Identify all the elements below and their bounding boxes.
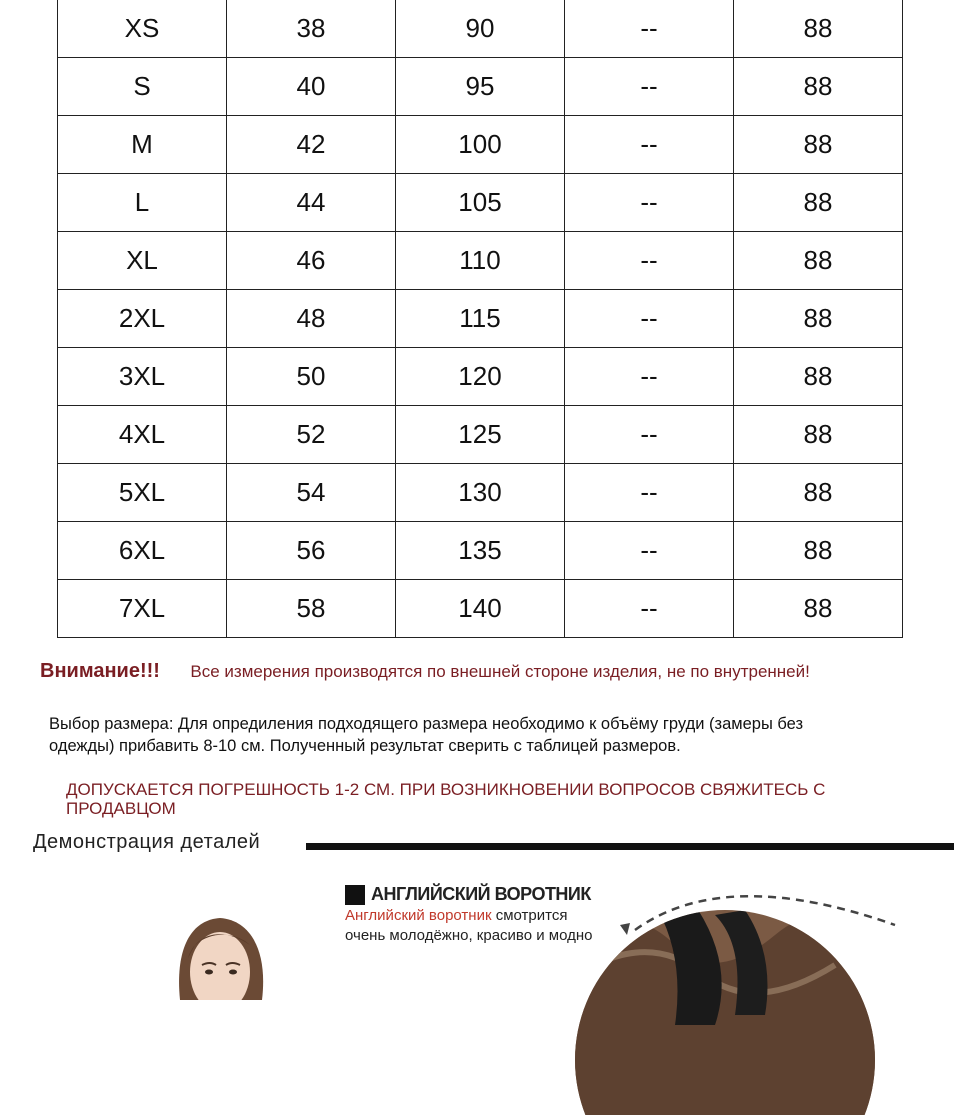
size-cell: -- [565,580,734,638]
size-row [58,174,903,232]
size-cell: 105 [396,174,565,232]
size-cell: 6XL [58,522,227,580]
size-cell: 140 [396,580,565,638]
size-cell: 40 [227,58,396,116]
size-cell: 88 [734,232,903,290]
size-cell: -- [565,174,734,232]
size-row [58,116,903,174]
size-cell: 46 [227,232,396,290]
section-divider [306,843,954,850]
warning-title: Внимание!!! [40,660,160,682]
size-cell: 130 [396,464,565,522]
size-cell: 88 [734,116,903,174]
tolerance-note: ДОПУСКАЕТСЯ ПОГРЕШНОСТЬ 1-2 СМ. ПРИ ВОЗНИКНОВЕНИИ ВОПРОСОВ СВЯЖИТЕСЬ С ПРОДАВЦОМ [66,780,826,818]
collar-text-1: смотрится [491,907,568,924]
size-cell: 54 [227,464,396,522]
collar-heading-text: АНГЛИЙСКИЙ ВОРОТНИК [371,884,591,904]
size-cell: 88 [734,174,903,232]
size-table-body [58,0,903,638]
collar-highlight: Английский воротник [345,907,492,924]
size-cell: -- [565,0,734,58]
size-cell: 88 [734,348,903,406]
size-cell: -- [565,522,734,580]
size-cell: 48 [227,290,396,348]
collar-detail-photo [575,885,960,1115]
size-cell: 4XL [58,406,227,464]
size-cell: 58 [227,580,396,638]
size-cell: 135 [396,522,565,580]
size-cell: 88 [734,290,903,348]
size-cell: 125 [396,406,565,464]
size-cell: -- [565,290,734,348]
size-cell: 52 [227,406,396,464]
size-row [58,290,903,348]
warning-line [40,660,810,683]
size-cell: 100 [396,116,565,174]
size-cell: 7XL [58,580,227,638]
size-cell: -- [565,116,734,174]
collar-text-2: очень молодёжно, красиво и модно [345,927,593,944]
black-square-icon [345,885,365,905]
size-row [58,348,903,406]
collar-heading [345,884,591,905]
size-cell: 2XL [58,290,227,348]
size-cell: 88 [734,406,903,464]
size-cell: -- [565,232,734,290]
details-section-title: Демонстрация деталей [33,831,261,853]
size-row [58,58,903,116]
size-cell: XL [58,232,227,290]
size-cell: -- [565,464,734,522]
size-row [58,580,903,638]
size-cell: 88 [734,522,903,580]
size-cell: 56 [227,522,396,580]
size-cell: -- [565,406,734,464]
size-cell: S [58,58,227,116]
size-cell: 38 [227,0,396,58]
size-cell: -- [565,58,734,116]
size-cell: 88 [734,580,903,638]
model-photo [160,910,280,1000]
size-cell: 88 [734,0,903,58]
size-cell: 95 [396,58,565,116]
size-row [58,522,903,580]
size-cell: 50 [227,348,396,406]
size-cell: 110 [396,232,565,290]
warning-text: Все измерения производятся по внешней стороне изделия, не по внутренней! [190,662,810,681]
size-cell: 44 [227,174,396,232]
size-cell: 90 [396,0,565,58]
size-cell: 120 [396,348,565,406]
size-table [57,0,903,638]
size-row [58,232,903,290]
size-cell: L [58,174,227,232]
size-row [58,464,903,522]
size-cell: 42 [227,116,396,174]
size-cell: 88 [734,464,903,522]
size-cell: M [58,116,227,174]
size-cell: XS [58,0,227,58]
size-cell: 3XL [58,348,227,406]
size-cell: 115 [396,290,565,348]
size-cell: 88 [734,58,903,116]
size-selection-note: Выбор размера: Для опредиления подходящего размера необходимо к объёму груди (замеры без одежды) прибавить 8-10 см. Полученный результат сверить с таблицей размеров. [49,715,804,755]
size-cell: 5XL [58,464,227,522]
size-row [58,406,903,464]
size-cell: -- [565,348,734,406]
size-row [58,0,903,58]
